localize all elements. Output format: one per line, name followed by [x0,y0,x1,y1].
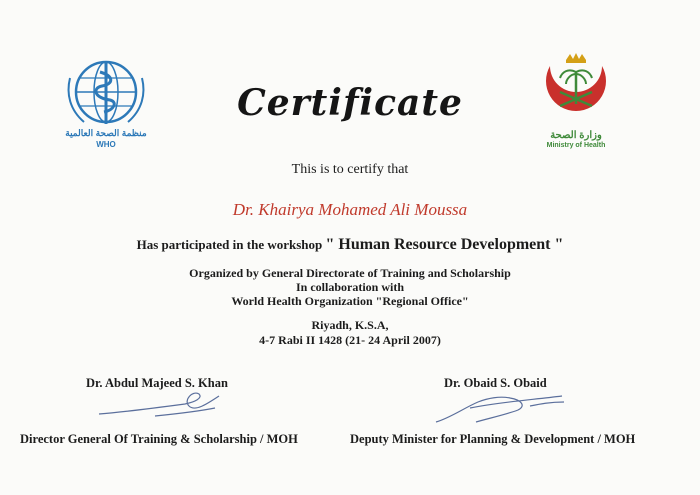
location-line: Riyadh, K.S.A, [311,318,389,332]
right-signature-icon [430,388,570,428]
right-signatory-name: Dr. Obaid S. Obaid [444,376,547,390]
who-arabic-text: منظمة الصحة العالمية [65,128,147,138]
moh-label: Ministry of Health [546,142,606,149]
organizer-line: Organized by General Directorate of Training and Scholarship [189,266,511,280]
certify-text: This is to certify that [291,162,409,177]
date-line: 4-7 Rabi II 1428 (21- 24 April 2007) [259,333,441,347]
left-signatory-name: Dr. Abdul Majeed S. Khan [86,376,228,390]
partner-line: World Health Organization "Regional Office" [231,294,469,308]
certificate-title: Certificate [237,82,463,124]
who-label: WHO [96,140,116,149]
participation-prefix: Has participated in the workshop [136,237,323,252]
recipient-name: Dr. Khairya Mohamed Ali Moussa [232,200,468,219]
moh-arabic-text: وزارة الصحة [550,130,602,141]
collaboration-line: In collaboration with [295,280,404,294]
left-signature-icon [95,386,225,422]
left-signatory-title: Director General Of Training & Scholarship / MOH [20,432,298,446]
workshop-name: " Human Resource Development " [325,236,564,253]
right-signatory-title: Deputy Minister for Planning & Development / MOH [350,432,636,446]
participation-line [0,236,700,254]
